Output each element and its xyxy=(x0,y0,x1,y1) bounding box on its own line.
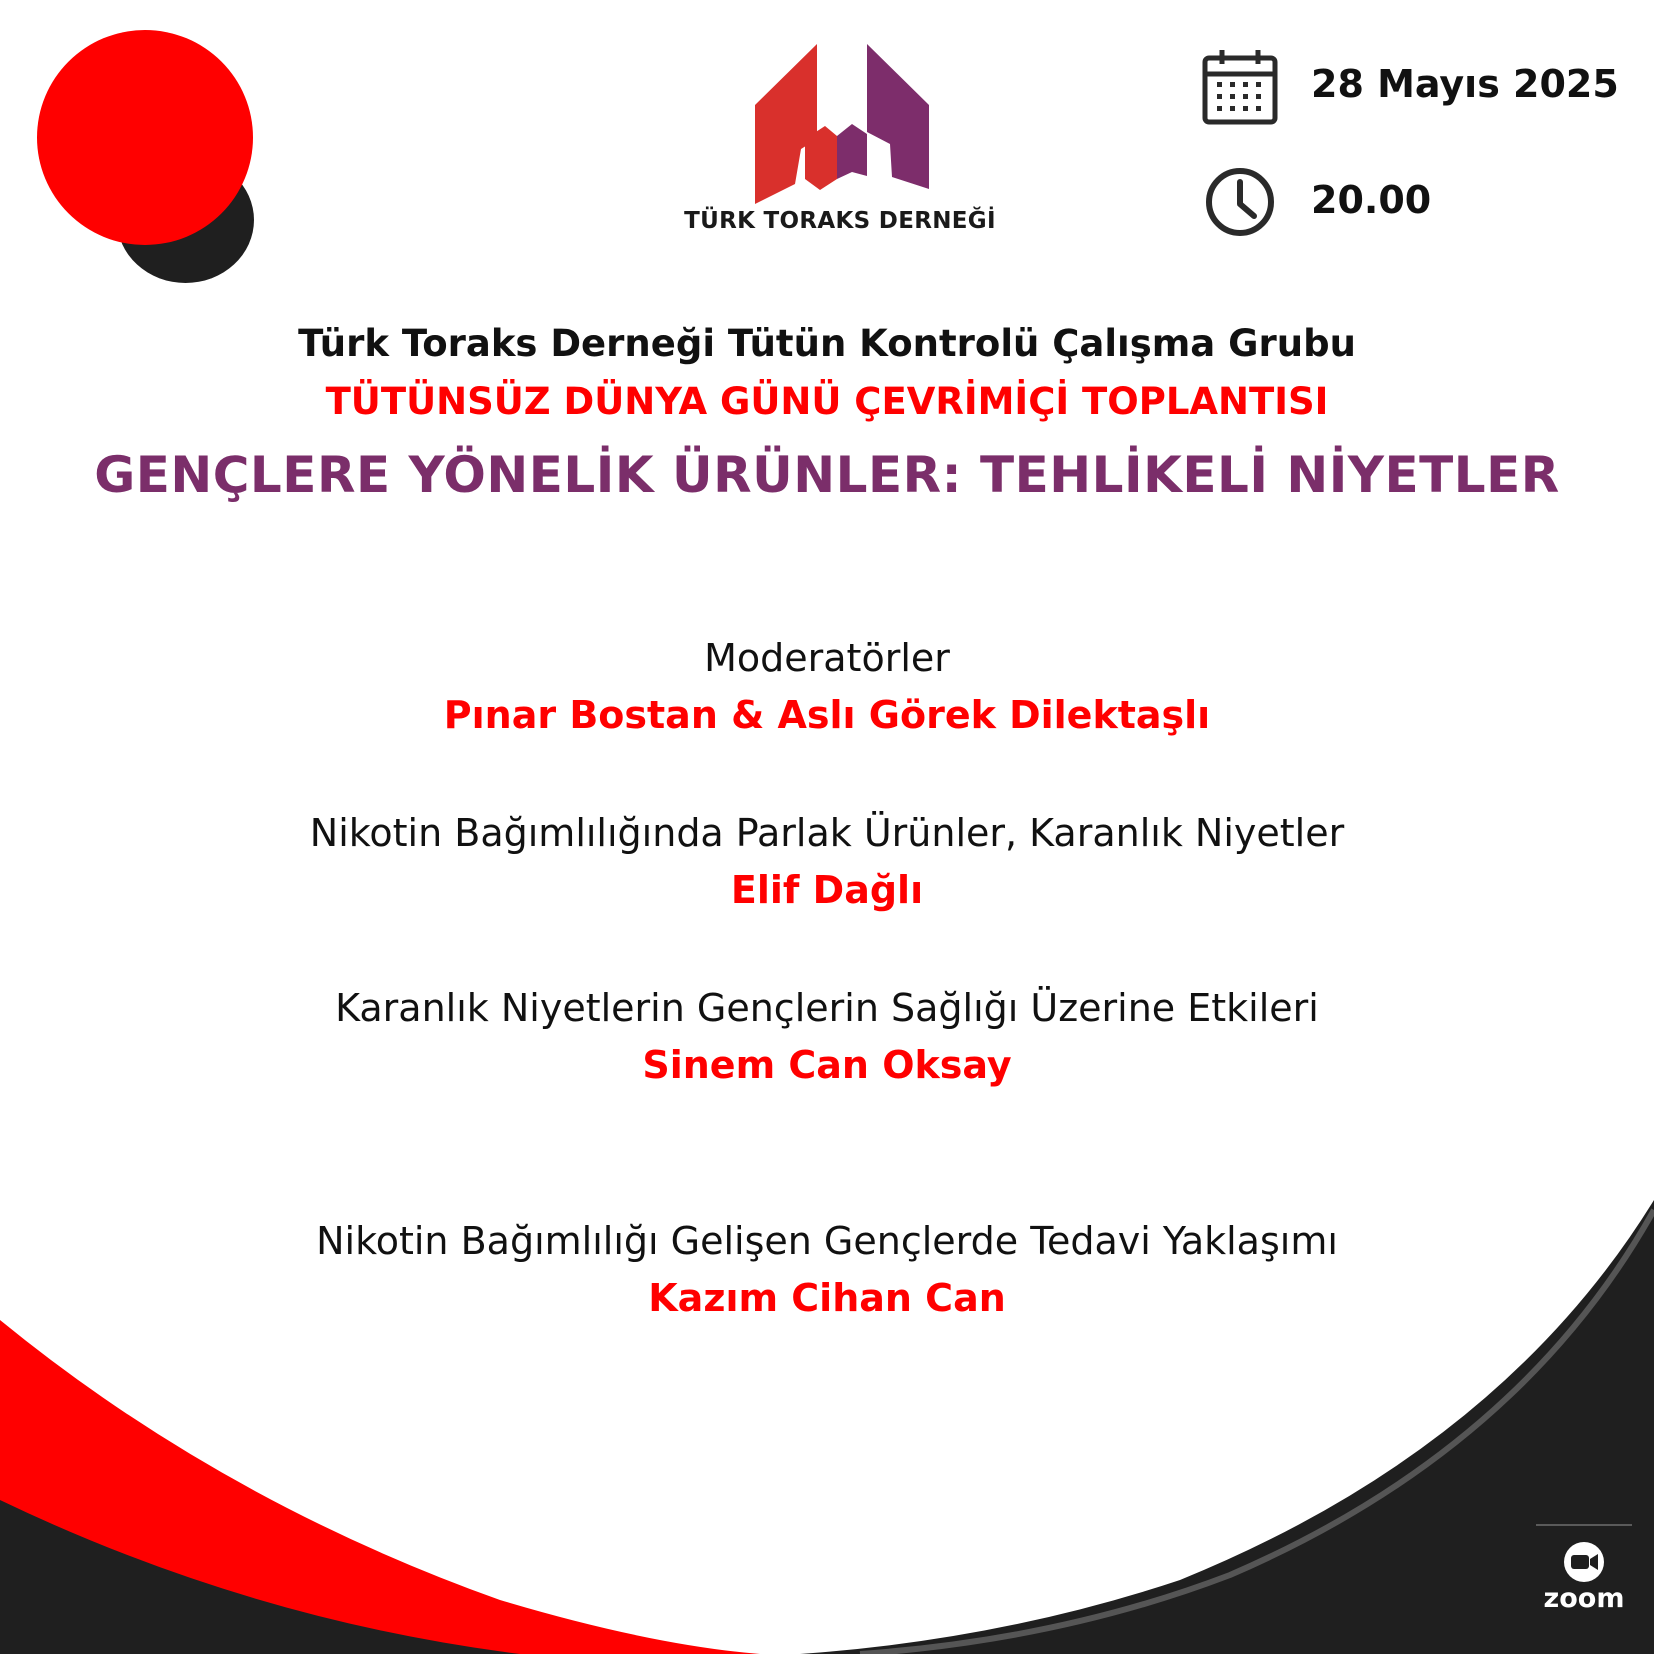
zoom-label: zoom xyxy=(1543,1583,1625,1614)
program-speaker: Pınar Bostan & Aslı Görek Dilektaşlı xyxy=(443,693,1211,737)
zoom-camera-icon xyxy=(1562,1540,1606,1584)
event-time: 20.00 xyxy=(1311,178,1432,222)
calendar-icon xyxy=(1202,48,1278,126)
program-topic: Nikotin Bağımlılığı Gelişen Gençlerde Tedavi Yaklaşımı xyxy=(316,1219,1338,1263)
zoom-divider xyxy=(1536,1524,1632,1526)
clock-icon xyxy=(1204,166,1276,238)
program-topic: Moderatörler xyxy=(704,636,950,680)
logo-text: TÜRK TORAKS DERNEĞİ xyxy=(684,208,996,234)
event-title: GENÇLERE YÖNELİK ÜRÜNLER: TEHLİKELİ NİYETLER xyxy=(94,446,1560,504)
decorative-red-circle xyxy=(37,30,253,245)
working-group-heading: Türk Toraks Derneği Tütün Kontrolü Çalışma Grubu xyxy=(298,322,1356,365)
event-date: 28 Mayıs 2025 xyxy=(1311,62,1619,106)
program-topic: Karanlık Niyetlerin Gençlerin Sağlığı Üzerine Etkileri xyxy=(335,986,1319,1030)
program-topic: Nikotin Bağımlılığında Parlak Ürünler, Karanlık Niyetler xyxy=(309,811,1345,855)
meeting-heading: TÜTÜNSÜZ DÜNYA GÜNÜ ÇEVRİMİÇİ TOPLANTISI xyxy=(325,380,1329,423)
decorative-bottom-waves xyxy=(0,1200,1654,1654)
program-speaker: Elif Dağlı xyxy=(730,868,924,912)
program-speaker: Kazım Cihan Can xyxy=(648,1276,1006,1320)
turk-toraks-dernegi-logo xyxy=(755,44,935,204)
program-speaker: Sinem Can Oksay xyxy=(642,1043,1012,1087)
